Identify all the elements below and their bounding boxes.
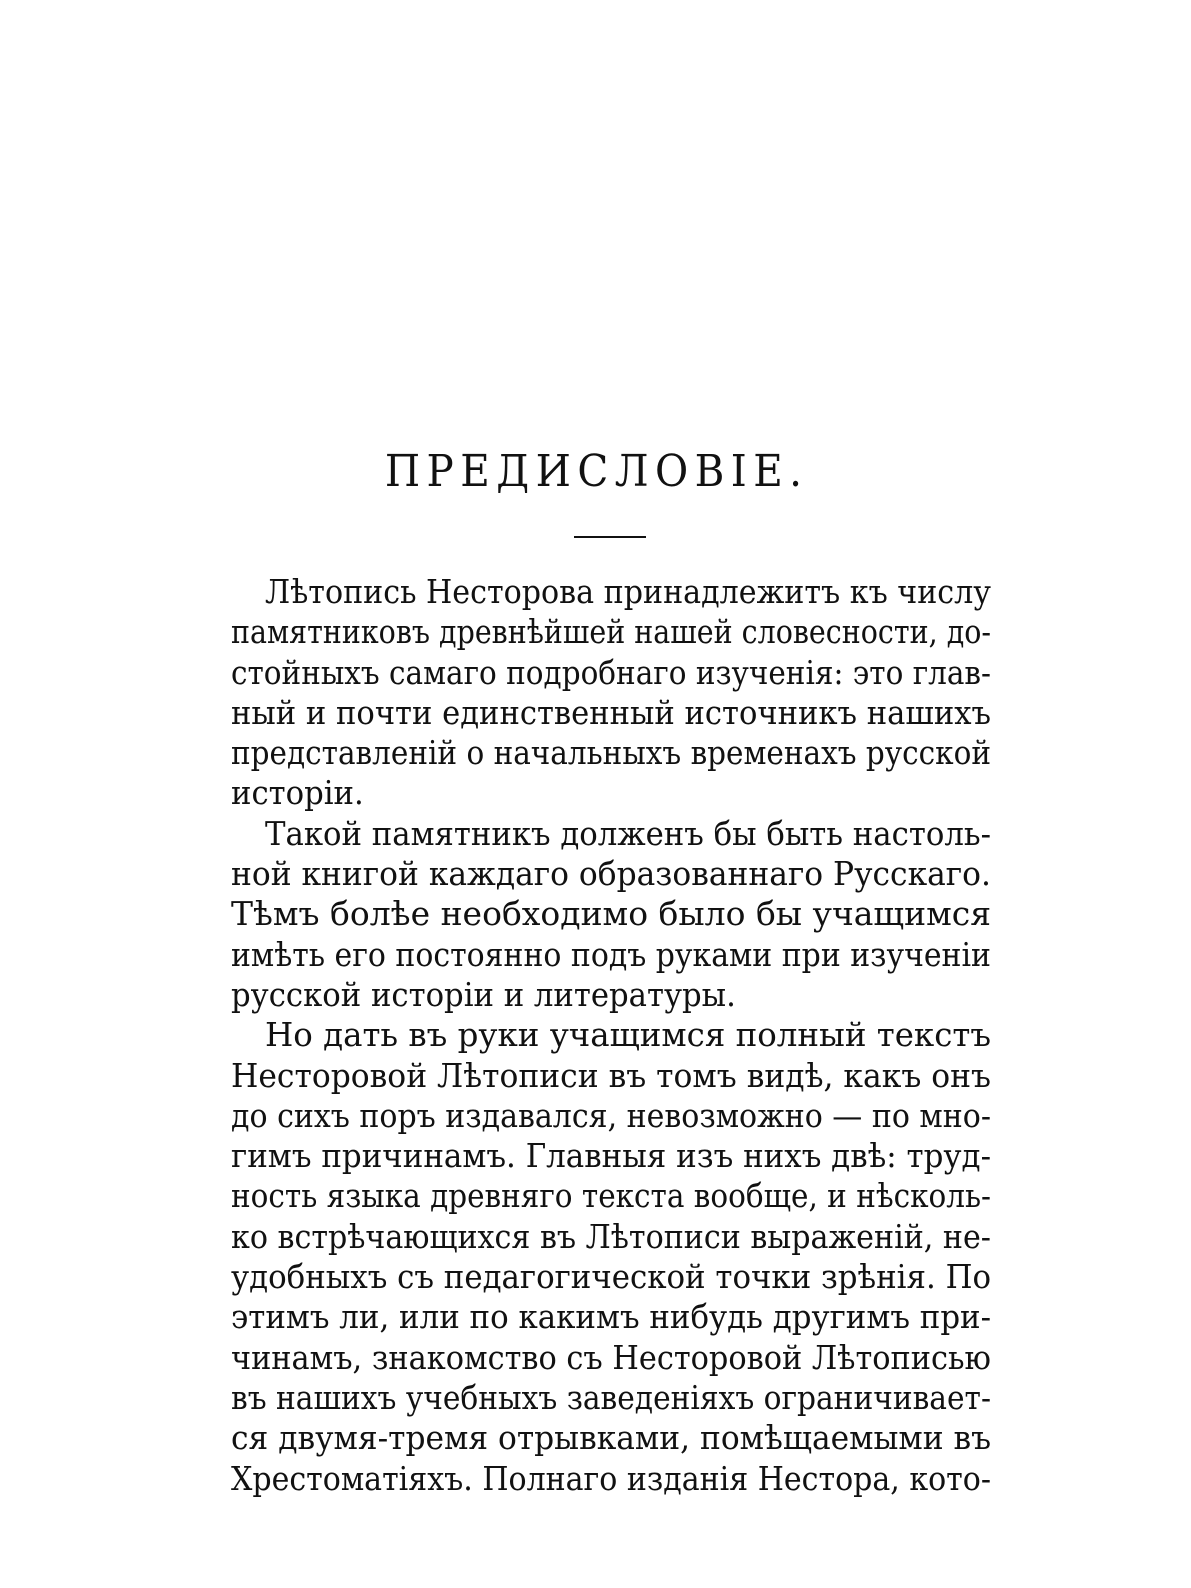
- text-line: Лѣтопись Несторова принадлежитъ къ числу: [265, 572, 991, 611]
- text-line: въ нашихъ учебныхъ заведеніяхъ ограничивает-: [231, 1377, 991, 1417]
- text-line: ность языка древняго текста вообще, и нѣсколь-: [231, 1176, 991, 1216]
- text-line: представленій о начальныхъ временахъ русской: [231, 733, 991, 773]
- text-line: этимъ ли, или по какимъ нибудь другимъ при-: [231, 1297, 992, 1337]
- text-line: памятниковъ древнѣйшей нашей словесности, до-: [231, 612, 992, 652]
- text-line: стойныхъ самаго подробнаго изученія: это глав-: [231, 652, 991, 692]
- page-heading: ПРЕДИСЛОВІЕ.: [384, 446, 809, 497]
- text-line: чинамъ, знакомство съ Несторовой Лѣтописью: [231, 1337, 991, 1377]
- text-line: гимъ причинамъ. Главныя изъ нихъ двѣ: труд-: [231, 1136, 992, 1176]
- text-line: Несторовой Лѣтописи въ томъ видѣ, какъ онъ: [231, 1055, 991, 1095]
- text-line: ся двумя-тремя отрывками, помѣщаемыми въ: [231, 1418, 992, 1458]
- text-line: ный и почти единственный источникъ нашихъ: [231, 692, 991, 732]
- text-line: имѣть его постоянно подъ руками при изученіи: [231, 934, 991, 974]
- text-line: русской исторіи и литературы.: [231, 974, 736, 1014]
- text-line: Тѣмъ болѣе необходимо было бы учащимся: [231, 894, 992, 934]
- heading-rule: [574, 536, 646, 538]
- text-line: до сихъ поръ издавался, невозможно — по мно-: [231, 1095, 991, 1135]
- text-line: исторіи.: [231, 773, 364, 813]
- body-text: [231, 572, 991, 1499]
- text-line: Но дать въ руки учащимся полный текстъ: [265, 1015, 991, 1055]
- text-line: ной книгой каждаго образованнаго Русскаго.: [231, 854, 991, 894]
- text-line: удобныхъ съ педагогической точки зрѣнія. По: [231, 1257, 992, 1297]
- text-line: Такой памятникъ долженъ бы быть настоль-: [265, 813, 991, 853]
- text-line: ко встрѣчающихся въ Лѣтописи выраженій, не-: [231, 1216, 991, 1256]
- text-line: Хрестоматіяхъ. Полнаго изданія Нестора, кото-: [231, 1458, 992, 1498]
